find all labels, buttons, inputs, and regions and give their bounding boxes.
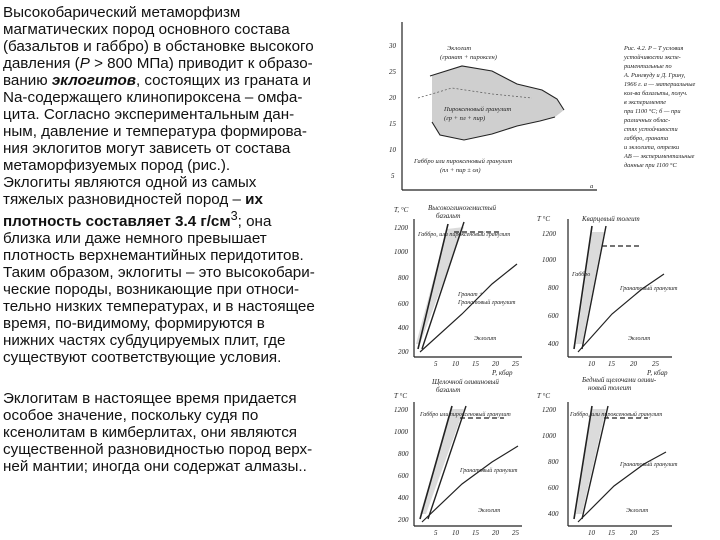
density-statement: их плотность составляет 3.4 г/см xyxy=(3,191,263,231)
y-tick: 15 xyxy=(389,120,396,128)
caption-line: в эксперименте xyxy=(624,99,667,106)
term-eclogites: эклогитов xyxy=(51,72,136,89)
panel-high-alumina-basalt xyxy=(394,204,522,377)
panel-title: Кварцевый толеит xyxy=(582,215,640,223)
x-tick: 10 xyxy=(452,529,459,537)
y-tick: 800 xyxy=(548,458,559,466)
x-tick: 20 xyxy=(630,529,637,537)
x-tick: 25 xyxy=(652,529,659,537)
y-tick: 30 xyxy=(389,42,396,50)
text-span: ; она близка или даже немного превышает плотность верхнемантийных перидотитов. Таким образом, эклогиты – это высокобари- ческие породы, возникающие при относи- тельно низких температурах, и в настоящее время, по-видимому, формируются в нижних частях субдуцируемых плит, где существуют соответствующие условия. xyxy=(3,213,315,367)
y-axis-unit: T °C xyxy=(537,215,550,223)
caption-line: при 1100 °С; б — при xyxy=(624,108,681,115)
label-eclogite: Эклогит xyxy=(628,336,651,342)
x-tick: 5 xyxy=(434,529,438,537)
title-line-2: базальт xyxy=(436,386,461,394)
panel-olivine-tholeiite xyxy=(537,376,688,540)
x-tick: 10 xyxy=(588,529,595,537)
y-tick: 1000 xyxy=(542,432,556,440)
caption-line: устойчивости экспе- xyxy=(624,54,681,61)
label-garnet-pyroxene: (гранат + пироксен) xyxy=(440,54,497,61)
label-gabbro: Габбро, или пироксеновый гранулит xyxy=(570,412,663,418)
caption-line: А. Рингвуду и Д. Грину, xyxy=(624,72,686,79)
text-span: Эклогиты являются одной из самых тяжелых разновидностей пород – xyxy=(3,174,257,208)
y-tick: 1200 xyxy=(542,230,556,238)
y-tick: 400 xyxy=(398,494,409,502)
title-line-1: Высокоглиноземистый xyxy=(428,204,497,212)
y-tick: 5 xyxy=(391,172,395,180)
x-tick: 15 xyxy=(472,529,479,537)
label-eclogite: Эклогит xyxy=(447,45,472,52)
x-tick: 25 xyxy=(512,529,519,537)
y-tick: 1000 xyxy=(394,428,408,436)
caption-line: и эклогита, отрезки xyxy=(624,144,680,151)
label-gabbro: Габбро xyxy=(572,272,591,278)
panel-title xyxy=(428,204,497,220)
label-phase-assemblage: (гр + пл + пир) xyxy=(444,115,486,122)
text-span: > 800 МПа) приводит к образо- ванию xyxy=(3,55,313,89)
label-gabbro: Габбро или пироксеновый гранулит xyxy=(414,158,513,165)
label-gabbro: Габбро, или пироксеновый гранулит xyxy=(418,232,511,238)
x-tick: 10 xyxy=(588,360,595,368)
caption-line: кол-ва базальты, получ. xyxy=(624,90,688,97)
text-span: Высокобарический метаморфизм магматических пород основного состава (базальтов и габбро) в обстановке высокого давления ( xyxy=(3,4,314,72)
y-tick: 600 xyxy=(398,472,409,480)
y-tick: 600 xyxy=(548,484,559,492)
y-tick: 200 xyxy=(398,348,409,356)
label-pyroxene-granulite: Пироксеновый гранулит xyxy=(444,106,512,113)
y-tick: 600 xyxy=(398,300,409,308)
y-axis-unit: T, °C xyxy=(394,206,409,214)
panel-alkali-olivine-basalt xyxy=(394,378,522,540)
x-tick: 5 xyxy=(434,360,438,368)
caption-line: 1966 г. а — материальные xyxy=(624,81,696,88)
y-tick: 25 xyxy=(389,68,396,76)
y-tick: 10 xyxy=(389,146,396,154)
figure-svg xyxy=(389,14,718,538)
label-garnet: Гранат + xyxy=(458,292,484,298)
title-line-2: базальт xyxy=(436,212,461,220)
caption-line: габбро, граната xyxy=(624,135,669,142)
paragraph-density xyxy=(3,174,388,366)
title-line-1: Бедный щелочами оливи- xyxy=(582,376,657,384)
y-tick: 1200 xyxy=(542,406,556,414)
label-eclogite: Эклогит xyxy=(474,336,497,342)
caption-line: стях устойчивости xyxy=(624,126,678,133)
x-tick: 20 xyxy=(492,360,499,368)
phase-diagram-figure xyxy=(389,14,718,538)
y-axis-unit: T °C xyxy=(394,392,407,400)
label-garnet-granulite: Гранатовый гранулит xyxy=(460,468,518,474)
x-axis-unit: P, кбар xyxy=(647,369,668,377)
title-line-2: новый толеит xyxy=(588,384,632,392)
x-tick: 25 xyxy=(512,360,519,368)
panel-title xyxy=(431,378,499,394)
y-tick: 800 xyxy=(398,450,409,458)
y-tick: 800 xyxy=(548,284,559,292)
y-tick: 1000 xyxy=(394,248,408,256)
y-tick: 400 xyxy=(548,510,559,518)
text-span: , состоящих из граната и Na-содержащего клинопироксена – омфа- цита. Согласно экспериментальным дан- ным, давление и температура формирова- ния эклогитов могут зависеть от состава метаморфизуемых пород (рис.). xyxy=(3,72,311,174)
label-eclogite: Эклогит xyxy=(626,508,649,514)
caption-line: риментальные по xyxy=(624,63,672,70)
panel-title xyxy=(581,376,657,392)
x-tick: 25 xyxy=(652,360,659,368)
label-garnet-granulite: Гранатовый гранулит xyxy=(620,462,678,468)
y-axis-unit: T °C xyxy=(537,392,550,400)
article-text xyxy=(3,4,388,475)
x-tick: 15 xyxy=(608,529,615,537)
title-line-1: Щелочной оливиновый xyxy=(432,378,499,386)
y-tick: 600 xyxy=(548,312,559,320)
x-tick: 20 xyxy=(492,529,499,537)
y-tick: 20 xyxy=(389,94,396,102)
x-axis-unit: P, кбар xyxy=(492,369,513,377)
x-tick: 20 xyxy=(630,360,637,368)
x-tick: 15 xyxy=(608,360,615,368)
label-garnet-granulite: Гранатовый гранулит xyxy=(458,300,516,306)
y-tick: 1200 xyxy=(394,224,408,232)
x-tick: 10 xyxy=(452,360,459,368)
caption-line: данные при 1100 °С xyxy=(624,162,677,169)
caption-line: Рис. 4.2. P – T условия xyxy=(624,45,684,52)
y-tick: 200 xyxy=(398,516,409,524)
y-tick: 1000 xyxy=(542,256,556,264)
panel-quartz-tholeiite xyxy=(537,215,678,377)
label-gabbro: Габбро или пироксеновый гранулит xyxy=(420,412,511,418)
panel-a xyxy=(388,22,696,190)
caption-line: различных облас- xyxy=(624,117,671,124)
panel-letter: а xyxy=(590,183,594,190)
y-tick: 1200 xyxy=(394,406,408,414)
label-garnet-granulite: Гранатовый гранулит xyxy=(620,286,678,292)
caption-line: АВ — экспериментальные xyxy=(624,153,695,160)
y-tick: 400 xyxy=(548,340,559,348)
superscript: 3 xyxy=(230,209,238,223)
figure-caption xyxy=(623,45,696,169)
x-tick: 15 xyxy=(472,360,479,368)
y-tick: 800 xyxy=(398,274,409,282)
y-tick: 400 xyxy=(398,324,409,332)
paragraph-kimberlite-xenoliths: Эклогитам в настоящее время придается особое значение, поскольку судя по ксенолитам в кимберлитах, они являются существенной разновидностью пород верх- ней мантии; иногда они содержат алмазы.. xyxy=(3,390,313,476)
paragraph-high-pressure-metamorphism xyxy=(3,4,388,174)
label-phase-assemblage: (пл + пир ± ол) xyxy=(440,167,481,174)
pressure-symbol: P xyxy=(79,55,90,72)
label-eclogite: Эклогит xyxy=(478,508,501,514)
